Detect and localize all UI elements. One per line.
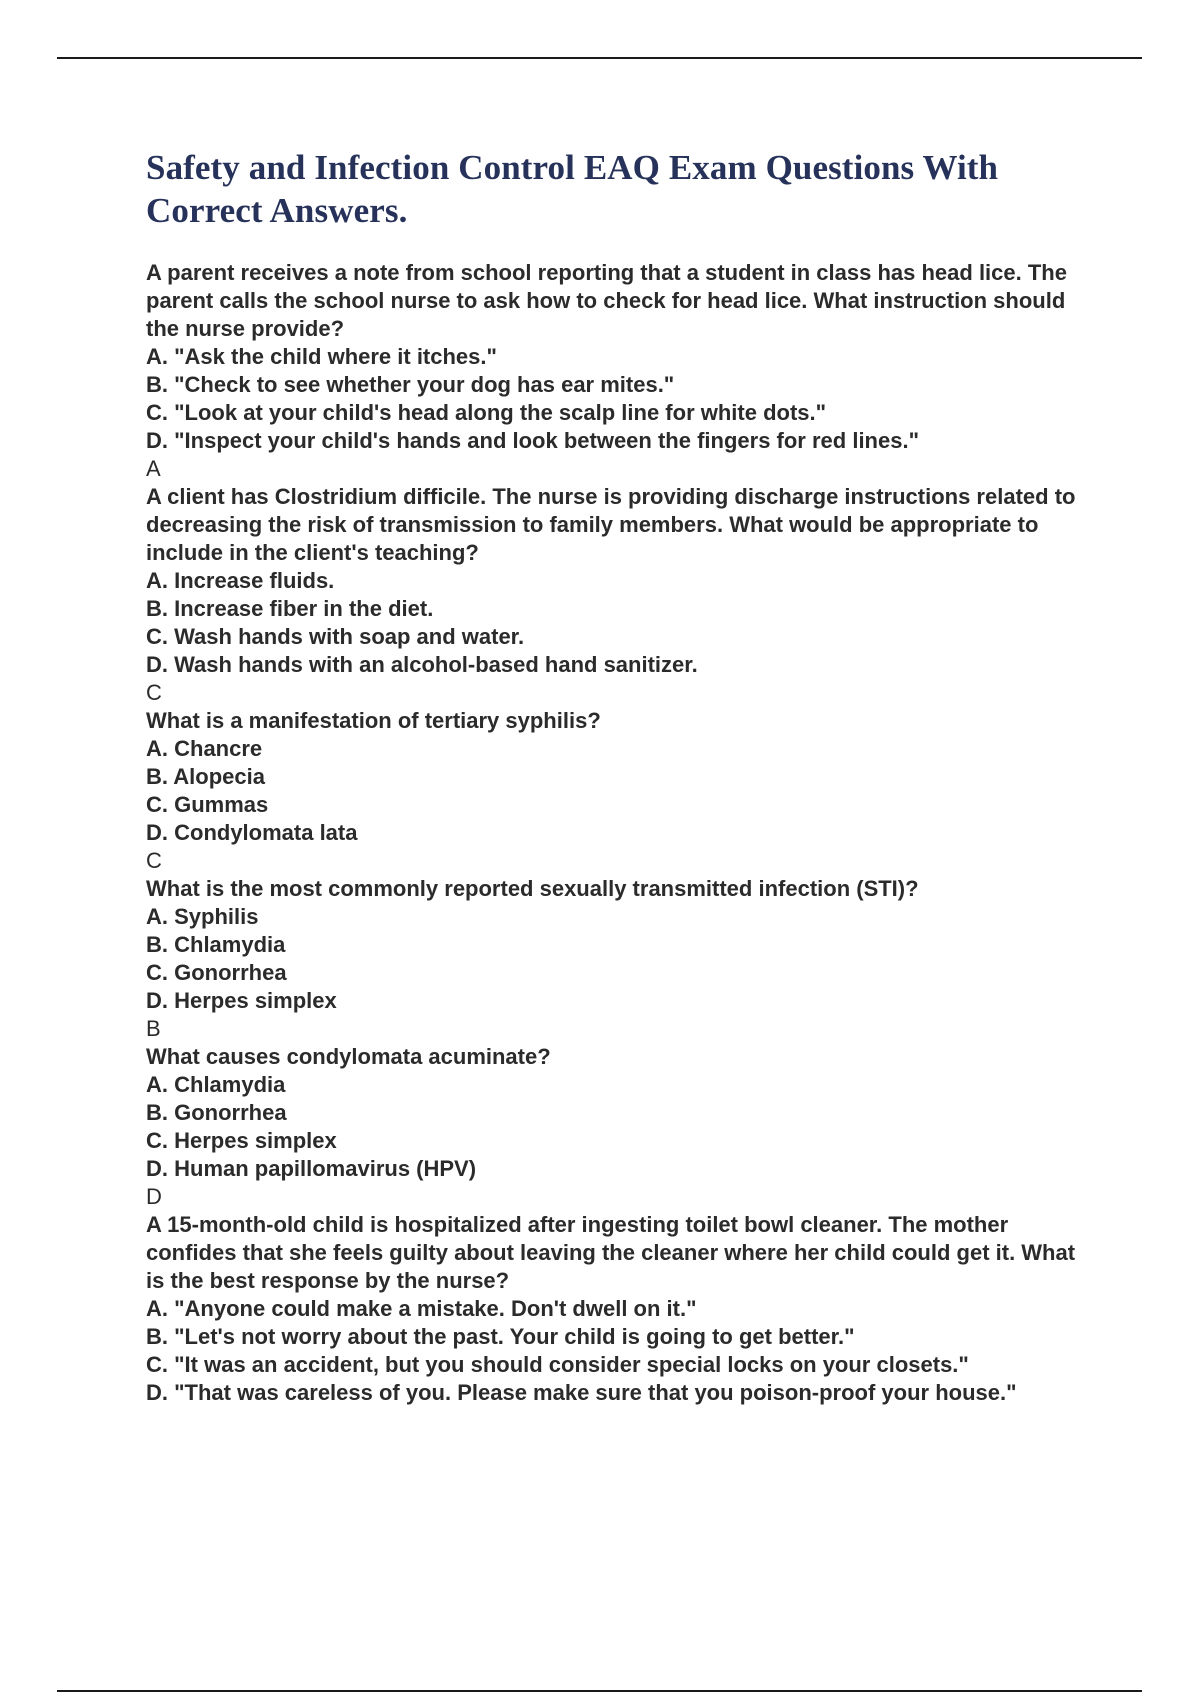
option-c: C. Herpes simplex [146, 1128, 337, 1153]
option-b: B. "Check to see whether your dog has ear mites." [146, 372, 675, 397]
option-c: C. "Look at your child's head along the scalp line for white dots." [146, 400, 827, 425]
question-text: What is a manifestation of tertiary syphilis? [146, 708, 601, 733]
question-text: A client has Clostridium difficile. The nurse is providing discharge instructions related to decreasing the risk of transmission to family members. What would be appropriate to include in the client's teaching? [146, 484, 1076, 565]
correct-answer: A [146, 456, 161, 481]
top-rule [57, 57, 1142, 59]
document-title: Safety and Infection Control EAQ Exam Questions With Correct Answers. [146, 148, 999, 230]
option-a: A. Chlamydia [146, 1072, 286, 1097]
question-text: What causes condylomata acuminate? [146, 1044, 551, 1069]
option-b: B. Gonorrhea [146, 1100, 287, 1125]
option-c: C. Gonorrhea [146, 960, 287, 985]
option-a: A. Increase fluids. [146, 568, 335, 593]
question-block-3 [146, 707, 1086, 875]
option-d: D. "That was careless of you. Please make sure that you poison-proof your house." [146, 1380, 1017, 1405]
question-block-1 [146, 259, 1086, 483]
correct-answer: C [146, 848, 162, 873]
option-d: D. Human papillomavirus (HPV) [146, 1156, 477, 1181]
option-a: A. Chancre [146, 736, 263, 761]
question-block-5 [146, 1043, 1086, 1211]
option-d: D. Herpes simplex [146, 988, 337, 1013]
option-b: B. Alopecia [146, 764, 265, 789]
option-a: A. "Ask the child where it itches." [146, 344, 497, 369]
option-a: A. "Anyone could make a mistake. Don't dwell on it." [146, 1296, 697, 1321]
option-c: C. Gummas [146, 792, 269, 817]
option-d: D. Condylomata lata [146, 820, 358, 845]
question-text: A parent receives a note from school reporting that a student in class has head lice. The parent calls the school nurse to ask how to check for head lice. What instruction should the nurse provide? [146, 260, 1067, 341]
bottom-rule [57, 1690, 1142, 1692]
correct-answer: C [146, 680, 162, 705]
question-block-4 [146, 875, 1086, 1043]
option-b: B. Increase fiber in the diet. [146, 596, 434, 621]
option-b: B. Chlamydia [146, 932, 286, 957]
question-text: What is the most commonly reported sexually transmitted infection (STI)? [146, 876, 919, 901]
document-body [146, 146, 1086, 1407]
correct-answer: D [146, 1184, 162, 1209]
question-block-2 [146, 483, 1086, 707]
option-d: D. "Inspect your child's hands and look between the fingers for red lines." [146, 428, 920, 453]
option-d: D. Wash hands with an alcohol-based hand sanitizer. [146, 652, 698, 677]
option-b: B. "Let's not worry about the past. Your child is going to get better." [146, 1324, 855, 1349]
question-block-6 [146, 1211, 1086, 1407]
correct-answer: B [146, 1016, 161, 1041]
question-text: A 15-month-old child is hospitalized after ingesting toilet bowl cleaner. The mother confides that she feels guilty about leaving the cleaner where her child could get it. What is the best response by the nurse? [146, 1212, 1076, 1293]
option-a: A. Syphilis [146, 904, 259, 929]
option-c: C. "It was an accident, but you should consider special locks on your closets." [146, 1352, 969, 1377]
option-c: C. Wash hands with soap and water. [146, 624, 525, 649]
